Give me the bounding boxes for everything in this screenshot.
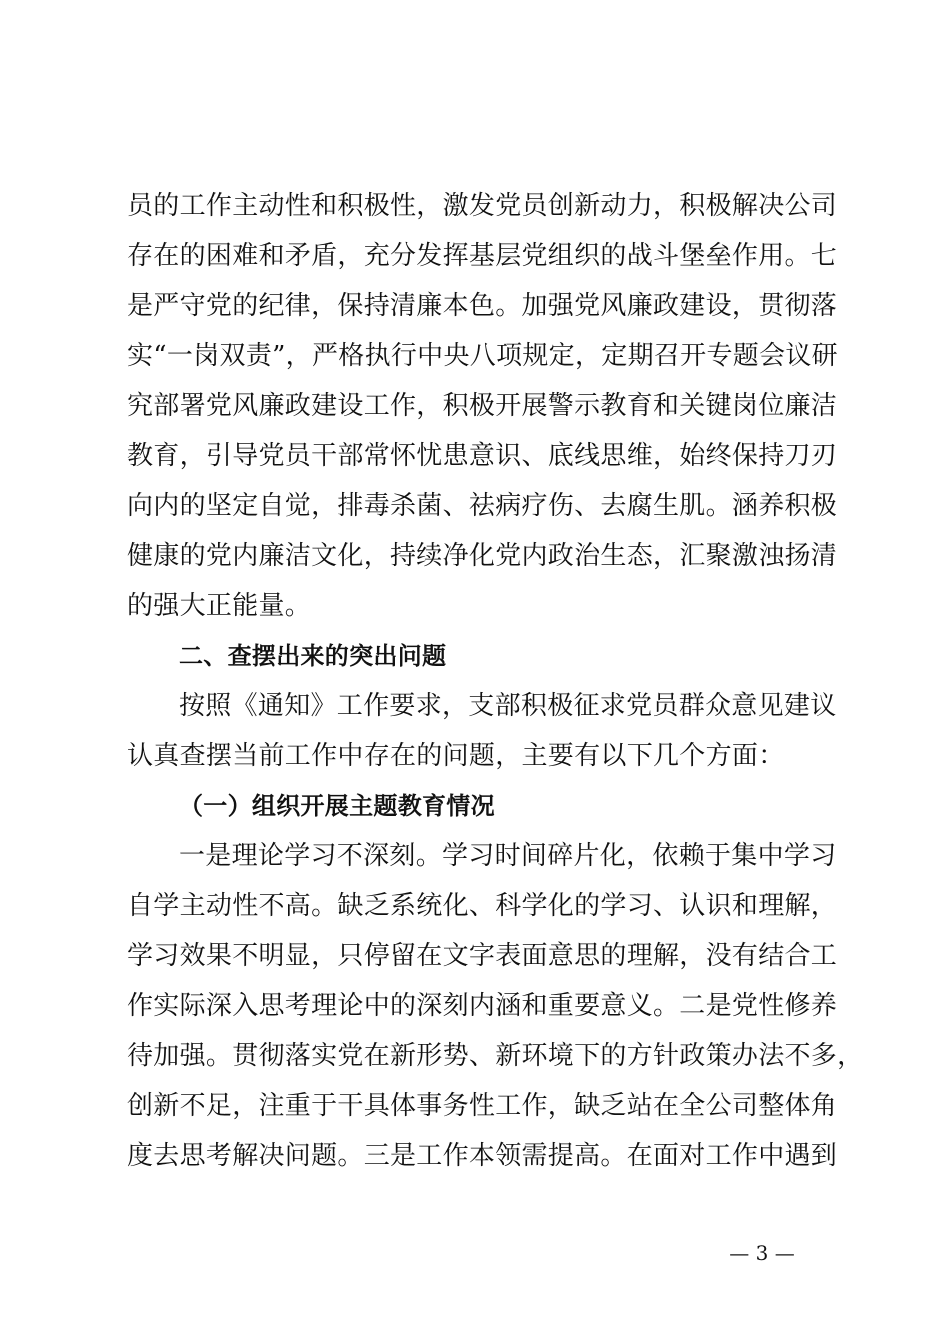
body-text-line: 健康的党内廉洁文化，持续净化党内政治生态，汇聚激浊扬清 xyxy=(127,541,838,571)
document-body xyxy=(127,181,864,1181)
section-heading: 二、查摆出来的突出问题 xyxy=(179,642,447,670)
body-text-line: 作实际深入思考理论中的深刻内涵和重要意义。二是党性修养 xyxy=(127,991,838,1021)
body-text-line: 向内的坚定自觉，排毒杀菌、祛病疗伤、去腐生肌。涵养积极 xyxy=(127,491,838,521)
body-text-line: 是严守党的纪律，保持清廉本色。加强党风廉政建设，贯彻落 xyxy=(127,291,838,321)
body-text-line: 待加强。贯彻落实党在新形势、新环境下的方针政策办法不多， xyxy=(127,1041,864,1071)
body-text-line: 教育，引导党员干部常怀忧患意识、底线思维，始终保持刀刃 xyxy=(127,441,838,471)
body-text-line: 员的工作主动性和积极性，激发党员创新动力，积极解决公司 xyxy=(127,191,838,221)
body-text-line: 度去思考解决问题。三是工作本领需提高。在面对工作中遇到 xyxy=(127,1141,838,1171)
body-text-line: 认真查摆当前工作中存在的问题，主要有以下几个方面： xyxy=(127,741,785,771)
body-text-line: 的强大正能量。 xyxy=(127,591,312,621)
body-text-line: 学习效果不明显，只停留在文字表面意思的理解，没有结合工 xyxy=(127,941,838,971)
body-text-line: 创新不足，注重于干具体事务性工作，缺乏站在全公司整体角 xyxy=(127,1091,838,1121)
body-text-line: 存在的困难和矛盾，充分发挥基层党组织的战斗堡垒作用。七 xyxy=(127,241,838,271)
body-text-line: 自学主动性不高。缺乏系统化、科学化的学习、认识和理解， xyxy=(127,891,838,921)
body-text-line: 一是理论学习不深刻。学习时间碎片化，依赖于集中学习 xyxy=(179,841,837,871)
body-text-line: 究部署党风廉政建设工作，积极开展警示教育和关键岗位廉洁 xyxy=(127,391,838,421)
page-number: — 3 — xyxy=(729,1241,795,1265)
subsection-heading: （一）组织开展主题教育情况 xyxy=(179,792,495,820)
body-text-line: 实“一岗双责”，严格执行中央八项规定，定期召开专题会议研 xyxy=(127,341,838,371)
body-text-line: 按照《通知》工作要求，支部积极征求党员群众意见建议 xyxy=(179,691,837,721)
